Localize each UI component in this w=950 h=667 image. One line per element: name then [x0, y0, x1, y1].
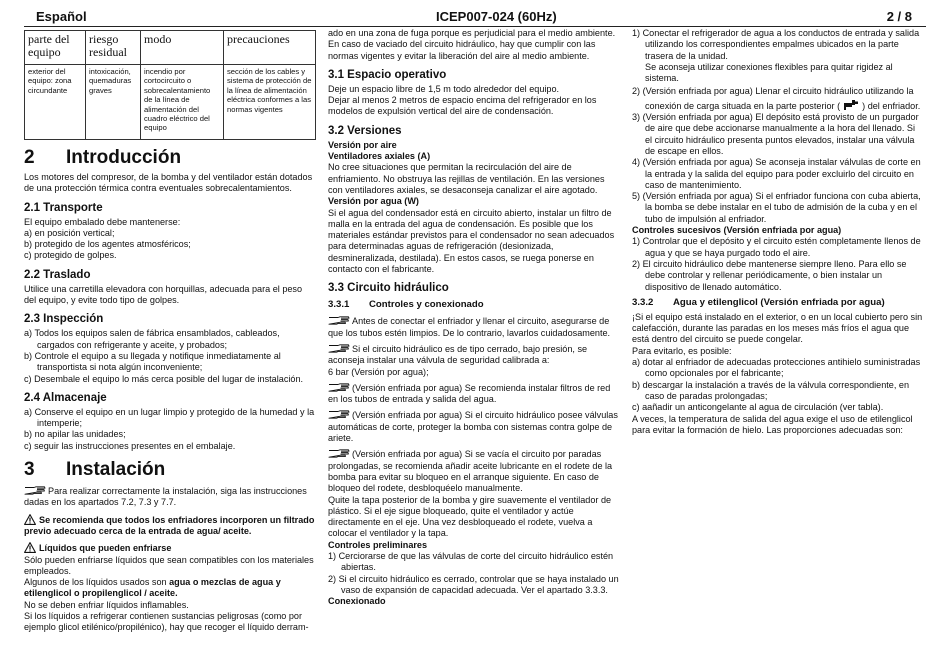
- language-label: Español: [36, 9, 87, 24]
- list-item: c) Desembale el equipo lo más cerca posible del lugar de instalación.: [24, 373, 304, 384]
- table-header: parte del equipo: [25, 31, 86, 65]
- paragraph: 6 bar (Versión por agua);: [328, 366, 429, 377]
- list-item: 1) Conectar el refrigerador de agua a los conductos de entrada y salida utilizando los correspondientes empalmes ubicados en la parte trasera de la unidad.: [632, 28, 920, 61]
- warning-icon: [24, 514, 36, 525]
- table-cell: sección de los cables y sistema de protección de la línea de alimentación eléctrica conformes a las normas vigentes: [224, 65, 316, 140]
- warning-icon: [24, 542, 36, 553]
- subsubsection-title: Controles y conexionado: [369, 299, 484, 311]
- list-item: [632, 86, 924, 112]
- controls-heading: Controles sucesivos (Versión enfriada por agua): [632, 225, 842, 236]
- note-text: Si el circuito hidráulico es de tipo cerrado, bajo presión, se aconseja instalar una válvula de seguridad calibrada a:: [328, 343, 588, 366]
- subsection-heading: 3.1 Espacio operativo: [328, 68, 447, 81]
- subsection-heading: 2.1 Transporte: [24, 201, 103, 214]
- note-text: Para realizar correctamente la instalación, siga las instrucciones dadas en los apartados 7.2, 7.3 y 7.7.: [24, 486, 307, 508]
- pointing-hand-icon: [328, 383, 350, 392]
- page-number: 2 / 8: [886, 9, 912, 24]
- table-cell: intoxicación, quemaduras graves: [86, 65, 141, 140]
- paragraph: Los motores del compresor, de la bomba y del ventilador están dotados de una protección térmica contra eventuales sobrecalentamientos.: [24, 172, 313, 194]
- paragraph: [24, 577, 316, 600]
- list-item: 4) (Versión enfriada por agua) Se aconseja instalar válvulas de corte en la entrada y la salida del equipo para poder excluirlo del circuito en caso de mantenimiento.: [632, 157, 921, 190]
- liquids-title: Líquidos que pueden enfriarse: [39, 543, 172, 554]
- model-label: ICEP007-024 (60Hz): [436, 9, 557, 24]
- controls-heading: Controles preliminares: [328, 539, 428, 550]
- table-header: riesgo residual: [86, 31, 141, 65]
- subsubsection-number: 3.3.2: [632, 296, 654, 308]
- paragraph: No se deben enfriar líquidos inflamables.: [24, 599, 189, 610]
- paragraph: Si el agua del condensador está en circuito abierto, instalar un filtro de malla en la entrada del agua de condensación. Es posible que los materiales estándar previstos para el condensador no sean adecuados para determinadas aguas de refrigeración (desionizada, desmineralizada, destilada). En estos casos, se ruega ponerse en contacto con el fabricante.: [328, 207, 615, 275]
- list-item: 3) (Versión enfriada por agua) El depósito está provisto de un purgador de aire que debe accionarse manualmente a la hora del llenado. Si el circuito hidráulico presenta puntos elevados, instalar una válvula de escape en ellos.: [632, 112, 919, 156]
- note: [328, 449, 620, 494]
- paragraph: Utilice una carretilla elevadora con horquillas, adecuada para el peso del equipo, y evite todo tipo de golpes.: [24, 283, 303, 306]
- emphasis: agua o mezclas de agua y etilenglicol o propilenglicol / aceite.: [24, 577, 281, 599]
- section-title: Introducción: [66, 147, 182, 168]
- pointing-hand-icon: [328, 410, 350, 419]
- warning-text: Se recomienda que todos los enfriadores incorporen un filtrado previo adecuado cerca de la entrada de agua/ aceite.: [24, 514, 315, 536]
- list-item: a) en posición vertical;: [24, 227, 115, 238]
- paragraph: Si los líquidos a refrigerar contienen sustancias peligrosas (como por ejemplo glicol etilénico/propilénico), hay que recoger el líquido derram-: [24, 611, 309, 633]
- list-item: a) Conserve el equipo en un lugar limpio y protegido de la humedad y la intemperie;: [24, 406, 315, 429]
- note-text: (Versión enfriada por agua) Si el circuito hidráulico posee válvulas automáticas de corte, proteger la bomba con sistemas contra golpe de ariete.: [328, 410, 618, 444]
- text: ) del enfriador.: [862, 100, 921, 111]
- section-heading: [24, 459, 316, 481]
- list-item: c) aañadir un anticongelante al agua de circulación (ver tabla).: [632, 402, 884, 413]
- connection-heading: Conexionado: [328, 596, 386, 607]
- list-item: 2) El circuito hidráulico debe mantenerse siempre lleno. Para ello se debe controlar y rellenar periódicamente, o bien instalar un dispositivo de llenado automático.: [632, 258, 907, 292]
- note-text: (Versión enfriada por agua) Si se vacía el circuito por paradas prolongadas, se recomienda añadir aceite lubricante en el rodete de la bomba para evitar su bloqueo en el arranque siguiente. En caso de bloqueo del rodete, desbloquéelo manualmente.: [328, 449, 613, 494]
- paragraph: Se aconseja utilizar conexiones flexibles para quitar rigidez al sistema.: [645, 61, 893, 84]
- pointing-hand-icon: [328, 449, 350, 458]
- list-item: b) protegido de los agentes atmosféricos;: [24, 239, 191, 250]
- subsection-heading: 3.2 Versiones: [328, 124, 402, 137]
- paragraph: A veces, la temperatura de salida del agua exige el uso de etilenglicol para evitar la formación de hielo. Las proporciones adecuadas son:: [632, 413, 913, 435]
- section-number: 2: [24, 147, 35, 168]
- list-item: c) seguir las instrucciones presentes en el embalaje.: [24, 440, 236, 451]
- section-title: Instalación: [66, 459, 166, 481]
- subsection-heading: 3.3 Circuito hidráulico: [328, 282, 449, 295]
- column-2: [328, 28, 620, 607]
- list-item: c) protegido de golpes.: [24, 250, 117, 261]
- warning: [24, 514, 316, 538]
- paragraph: No cree situaciones que permitan la recirculación del aire de enfriamiento. No obstruya las rejillas de ventilación. En las versiones con ventiladores axiales, se desaconseja canalizar el aire agotado.: [328, 162, 605, 195]
- note: [328, 316, 620, 339]
- water-tap-icon: [842, 98, 860, 111]
- text: 2) (Versión enfriada por agua) Llenar el circuito hidráulico utilizando la conexión de carga situada en la parte posterior (: [632, 86, 914, 111]
- note-text: (Versión enfriada por agua) Se recomienda instalar filtros de red en los tubos de entrada y salida del agua.: [328, 382, 611, 405]
- list-item: 1) Controlar que el depósito y el circuito estén completamente llenos de agua y que se haya purgado todo el aire.: [632, 236, 921, 258]
- subsection-heading: 2.4 Almacenaje: [24, 391, 107, 404]
- note: [328, 344, 620, 367]
- table-cell: incendio por cortocircuito o sobrecalentamiento de la línea de alimentación del cuadro eléctrico del equipo: [141, 65, 224, 140]
- section-number: 3: [24, 459, 35, 481]
- paragraph: Quite la tapa posterior de la bomba y gire suavemente el ventilador de plástico. Si el eje sigue bloqueado, quite el ventilador y actúe directamente en el eje. Una vez desbloqueado el rodete, vuelva a colocar el ventilador y la tapa.: [328, 494, 612, 539]
- subsubsection-heading: [632, 297, 924, 309]
- version-label: Versión por agua (W): [328, 196, 419, 207]
- pointing-hand-icon: [328, 316, 350, 325]
- subsection-heading: 2.3 Inspección: [24, 313, 104, 326]
- risk-table: [24, 30, 316, 140]
- liquids-heading: [24, 542, 316, 554]
- column-1: [24, 30, 316, 634]
- note-text: Antes de conectar el enfriador y llenar el circuito, asegurarse de que los tubos estén limpios. De lo contrario, lavarlos cuidadosamente.: [328, 316, 611, 338]
- paragraph: Sólo pueden enfriarse líquidos que sean compatibles con los materiales empleados.: [24, 554, 314, 576]
- pointing-hand-icon: [24, 486, 46, 495]
- column-3: [632, 28, 924, 436]
- list-item: b) descargar la instalación a través de la válvula correspondiente, en caso de paradas prolongadas;: [632, 379, 910, 401]
- paragraph: Para evitarlo, es posible:: [632, 345, 732, 356]
- subsection-heading: 2.2 Traslado: [24, 268, 91, 281]
- note: [24, 486, 316, 509]
- subsubsection-number: 3.3.1: [328, 299, 350, 311]
- text: Algunos de los líquidos usados son: [24, 577, 170, 588]
- note: [328, 410, 620, 444]
- paragraph: Deje un espacio libre de 1,5 m todo alrededor del equipo.: [328, 83, 560, 94]
- paragraph: El equipo embalado debe mantenerse:: [24, 216, 181, 227]
- list-item: a) Todos los equipos salen de fábrica ensamblados, cableados, cargados con refrigerante y aceite, y probados;: [24, 328, 280, 350]
- table-header: modo: [141, 31, 224, 65]
- version-label: Versión por aire: [328, 139, 397, 150]
- table-header: precauciones: [224, 31, 316, 65]
- list-item: b) Controle el equipo a su llegada y notifique inmediatamente al transportista si nota algún inconveniente;: [24, 350, 281, 373]
- list-item: 2) Si el circuito hidráulico es cerrado, controlar que se haya instalado un vaso de expansión de capacidad adecuada. Ver el apartado 3.3.3.: [328, 573, 619, 595]
- pointing-hand-icon: [328, 344, 350, 353]
- section-heading: [24, 147, 316, 169]
- list-item: 1) Cerciorarse de que las válvulas de corte del circuito hidráulico estén abiertas.: [328, 550, 614, 573]
- list-item: a) dotar al enfriador de adecuadas protecciones antihielo suministradas como opcionales por el fabricante;: [632, 357, 921, 379]
- paragraph: ¡Si el equipo está instalado en el exterior, o en un local cubierto pero sin calefacción, durante las paradas en los meses más fríos el agua que está dentro del circuito se puede congelar.: [632, 311, 923, 345]
- list-item: b) no apilar las unidades;: [24, 429, 126, 440]
- subsubsection-heading: [328, 299, 620, 311]
- table-cell: exterior del equipo: zona circundante: [25, 65, 86, 140]
- subsubsection-title: Agua y etilenglicol (Versión enfriada por agua): [673, 296, 885, 308]
- version-label: Ventiladores axiales (A): [328, 151, 431, 162]
- paragraph: Dejar al menos 2 metros de espacio encima del refrigerador en los modelos de expulsión vertical del aire de condensación.: [328, 95, 597, 117]
- list-item: 5) (Versión enfriada por agua) Si el enfriador funciona con cuba abierta, la bomba se debe instalar en el tubo de admisión de la cuba y en el tubo de impulsión al enfriador.: [632, 191, 921, 224]
- page-header: [24, 6, 926, 27]
- paragraph: ado en una zona de fuga porque es perjudicial para el medio ambiente. En caso de vaciado del circuito hidráulico, hay que cumplir con las normas vigentes y evitar la liberación del aire al medio ambiente.: [328, 28, 616, 61]
- note: [328, 383, 620, 406]
